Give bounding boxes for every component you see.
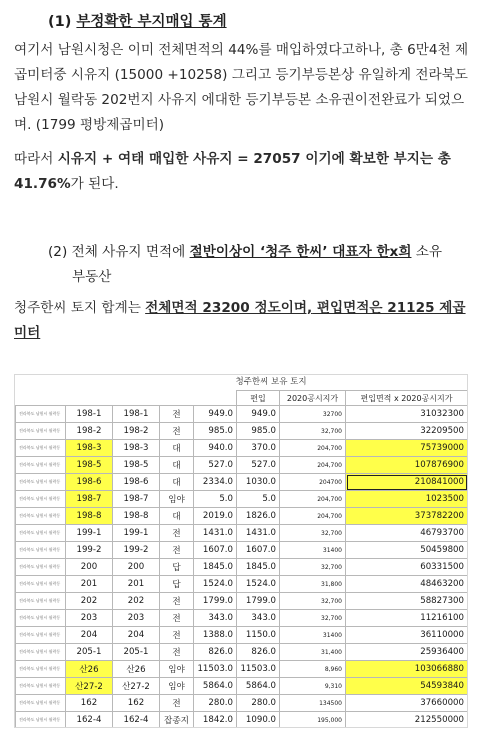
location-cell: 전라북도 남원시 월락동 xyxy=(16,423,66,440)
parcel-no-2-cell: 198-1 xyxy=(113,406,160,423)
table-row xyxy=(16,593,468,610)
table-row xyxy=(16,576,468,593)
incorporated-area-cell: 343.0 xyxy=(237,610,280,627)
parcel-no-2-cell: 198-7 xyxy=(113,491,160,508)
price-cell: 32,700 xyxy=(280,525,346,542)
table-row xyxy=(16,559,468,576)
land-table xyxy=(15,390,468,728)
table-row xyxy=(16,712,468,729)
area-cell: 343.0 xyxy=(194,610,237,627)
para3-total-area: 전체면적 23200 정도이며, xyxy=(145,300,313,316)
land-table-image xyxy=(14,374,468,728)
incorporated-area-cell: 1607.0 xyxy=(237,542,280,559)
price-cell: 204,700 xyxy=(280,508,346,525)
product-cell: 36110000 xyxy=(346,627,468,644)
area-cell: 5.0 xyxy=(194,491,237,508)
land-type-cell: 임야 xyxy=(160,661,194,678)
incorporated-area-cell: 1090.0 xyxy=(237,712,280,729)
land-type-cell: 임야 xyxy=(160,491,194,508)
land-type-cell: 전 xyxy=(160,542,194,559)
area-cell: 2334.0 xyxy=(194,474,237,491)
price-cell: 32,700 xyxy=(280,593,346,610)
parcel-no-2-cell: 199-1 xyxy=(113,525,160,542)
product-cell: 1023500 xyxy=(346,491,468,508)
product-cell: 54593840 xyxy=(346,678,468,695)
incorporated-area-cell: 949.0 xyxy=(237,406,280,423)
location-cell: 전라북도 남원시 월락동 xyxy=(16,406,66,423)
table-row xyxy=(16,474,468,491)
product-cell: 103066880 xyxy=(346,661,468,678)
location-cell: 전라북도 남원시 월락동 xyxy=(16,593,66,610)
table-row xyxy=(16,457,468,474)
area-cell: 826.0 xyxy=(194,644,237,661)
incorporated-area-cell: 1524.0 xyxy=(237,576,280,593)
location-cell: 전라북도 남원시 월락동 xyxy=(16,525,66,542)
parcel-no-cell: 204 xyxy=(66,627,113,644)
product-cell: 25936400 xyxy=(346,644,468,661)
incorporated-area-cell: 280.0 xyxy=(237,695,280,712)
parcel-no-cell: 202 xyxy=(66,593,113,610)
table-row xyxy=(16,644,468,661)
location-cell: 전라북도 남원시 월락동 xyxy=(16,627,66,644)
incorporated-area-cell: 985.0 xyxy=(237,423,280,440)
table-row xyxy=(16,661,468,678)
land-type-cell: 대 xyxy=(160,474,194,491)
parcel-no-2-cell: 산26 xyxy=(113,661,160,678)
area-cell: 1845.0 xyxy=(194,559,237,576)
sec2-pre: (2) 전체 사유지 면적에 xyxy=(48,244,190,260)
heading-prefix: (1) xyxy=(48,14,77,30)
product-cell: 212550000 xyxy=(346,712,468,729)
parcel-no-cell: 198-2 xyxy=(66,423,113,440)
product-cell: 50459800 xyxy=(346,542,468,559)
product-cell: 60331500 xyxy=(346,559,468,576)
incorporated-area-cell: 5.0 xyxy=(237,491,280,508)
area-cell: 1607.0 xyxy=(194,542,237,559)
section-1-heading xyxy=(48,10,227,31)
incorporated-area-cell: 5864.0 xyxy=(237,678,280,695)
sec2-line2: 부동산 xyxy=(72,269,112,285)
incorporated-area-cell: 1799.0 xyxy=(237,593,280,610)
price-cell: 9,310 xyxy=(280,678,346,695)
product-cell: 32209500 xyxy=(346,423,468,440)
section-2-heading xyxy=(48,240,468,290)
para2-bold: 시유지 + 여태 매입한 사유지 = 27057 이기에 확보한 부지는 총 41.76% xyxy=(14,151,451,192)
location-cell: 전라북도 남원시 월락동 xyxy=(16,474,66,491)
land-type-cell: 전 xyxy=(160,593,194,610)
table-row xyxy=(16,627,468,644)
land-type-cell: 전 xyxy=(160,406,194,423)
incorporated-area-cell: 11503.0 xyxy=(237,661,280,678)
land-type-cell: 답 xyxy=(160,576,194,593)
area-cell: 5864.0 xyxy=(194,678,237,695)
land-type-cell: 전 xyxy=(160,695,194,712)
parcel-no-cell: 199-1 xyxy=(66,525,113,542)
paragraph-purchase-status: 여기서 남원시청은 이미 전체면적의 44%를 매입하였다고하나, 총 6만4천 제곱미터중 시유지 (15000 +10258) 그리고 등기부등본상 유일하게 전라북도 남원시 월락동 202번지 사유지 에대한 등기부등본 소유권이전완료가 되었으며. (1799 평방제곱미터) xyxy=(14,42,469,133)
location-cell: 전라북도 남원시 월락동 xyxy=(16,491,66,508)
para3-incorporated-area: 편입면적은 21125 제곱미터 xyxy=(14,300,466,341)
paragraph-secured-ratio xyxy=(14,147,474,197)
table-row xyxy=(16,491,468,508)
para2-post: 가 된다. xyxy=(70,176,119,192)
price-cell: 31400 xyxy=(280,542,346,559)
area-cell: 1524.0 xyxy=(194,576,237,593)
price-cell: 32700 xyxy=(280,406,346,423)
price-cell: 195,000 xyxy=(280,712,346,729)
heading-title: 부정확한 부지매입 통계 xyxy=(76,14,227,30)
location-cell: 전라북도 남원시 월락동 xyxy=(16,644,66,661)
parcel-no-2-cell: 198-6 xyxy=(113,474,160,491)
price-cell: 32,700 xyxy=(280,610,346,627)
para3-pre: 청주한씨 토지 합계는 xyxy=(14,300,146,316)
land-type-cell: 대 xyxy=(160,457,194,474)
table-header-row xyxy=(16,391,468,406)
parcel-no-cell: 198-8 xyxy=(66,508,113,525)
parcel-no-2-cell: 201 xyxy=(113,576,160,593)
parcel-no-cell: 162-4 xyxy=(66,712,113,729)
incorporated-area-cell: 826.0 xyxy=(237,644,280,661)
price-cell: 31400 xyxy=(280,627,346,644)
product-cell: 210841000 xyxy=(346,474,468,491)
location-cell: 전라북도 남원시 월락동 xyxy=(16,559,66,576)
parcel-no-cell: 산26 xyxy=(66,661,113,678)
sec2-underlined: 절반이상이 ‘청주 한씨’ 대표자 한x희 xyxy=(189,244,412,260)
incorporated-area-cell: 1845.0 xyxy=(237,559,280,576)
area-cell: 1842.0 xyxy=(194,712,237,729)
sec2-post: 소유 xyxy=(411,244,443,260)
price-cell: 204700 xyxy=(280,474,346,491)
table-row xyxy=(16,542,468,559)
table-row xyxy=(16,423,468,440)
land-type-cell: 전 xyxy=(160,644,194,661)
price-cell: 204,700 xyxy=(280,457,346,474)
land-type-cell: 답 xyxy=(160,559,194,576)
location-cell: 전라북도 남원시 월락동 xyxy=(16,695,66,712)
price-cell: 32,700 xyxy=(280,559,346,576)
product-cell: 46793700 xyxy=(346,525,468,542)
land-type-cell: 전 xyxy=(160,610,194,627)
header-price2020: 2020공시지가 xyxy=(280,391,346,406)
incorporated-area-cell: 1431.0 xyxy=(237,525,280,542)
location-cell: 전라북도 남원시 월락동 xyxy=(16,508,66,525)
area-cell: 2019.0 xyxy=(194,508,237,525)
incorporated-area-cell: 1826.0 xyxy=(237,508,280,525)
price-cell: 204,700 xyxy=(280,440,346,457)
parcel-no-2-cell: 200 xyxy=(113,559,160,576)
price-cell: 134500 xyxy=(280,695,346,712)
paragraph-han-total xyxy=(14,296,474,346)
incorporated-area-cell: 370.0 xyxy=(237,440,280,457)
location-cell: 전라북도 남원시 월락동 xyxy=(16,712,66,729)
table-row xyxy=(16,440,468,457)
parcel-no-cell: 162 xyxy=(66,695,113,712)
table-row xyxy=(16,525,468,542)
location-cell: 전라북도 남원시 월락동 xyxy=(16,576,66,593)
area-cell: 949.0 xyxy=(194,406,237,423)
table-row xyxy=(16,508,468,525)
parcel-no-2-cell: 205-1 xyxy=(113,644,160,661)
land-type-cell: 잡종지 xyxy=(160,712,194,729)
area-cell: 1388.0 xyxy=(194,627,237,644)
parcel-no-cell: 198-7 xyxy=(66,491,113,508)
price-cell: 32,700 xyxy=(280,423,346,440)
para2-pre: 따라서 xyxy=(14,151,58,167)
table-row xyxy=(16,678,468,695)
table-title: 청주한씨 보유 토지 xyxy=(235,377,307,387)
incorporated-area-cell: 1150.0 xyxy=(237,627,280,644)
area-cell: 985.0 xyxy=(194,423,237,440)
product-cell: 373782200 xyxy=(346,508,468,525)
location-cell: 전라북도 남원시 월락동 xyxy=(16,661,66,678)
product-cell: 58827300 xyxy=(346,593,468,610)
parcel-no-2-cell: 204 xyxy=(113,627,160,644)
area-cell: 1799.0 xyxy=(194,593,237,610)
parcel-no-2-cell: 198-8 xyxy=(113,508,160,525)
land-type-cell: 임야 xyxy=(160,678,194,695)
area-cell: 940.0 xyxy=(194,440,237,457)
header-incorporated: 편입 xyxy=(237,391,280,406)
incorporated-area-cell: 1030.0 xyxy=(237,474,280,491)
product-cell: 48463200 xyxy=(346,576,468,593)
product-cell: 31032300 xyxy=(346,406,468,423)
parcel-no-2-cell: 203 xyxy=(113,610,160,627)
area-cell: 1431.0 xyxy=(194,525,237,542)
product-cell: 37660000 xyxy=(346,695,468,712)
land-type-cell: 전 xyxy=(160,627,194,644)
incorporated-area-cell: 527.0 xyxy=(237,457,280,474)
parcel-no-2-cell: 202 xyxy=(113,593,160,610)
parcel-no-cell: 198-1 xyxy=(66,406,113,423)
parcel-no-cell: 200 xyxy=(66,559,113,576)
parcel-no-2-cell: 198-2 xyxy=(113,423,160,440)
parcel-no-2-cell: 198-3 xyxy=(113,440,160,457)
parcel-no-2-cell: 산27-2 xyxy=(113,678,160,695)
location-cell: 전라북도 남원시 월락동 xyxy=(16,542,66,559)
table-row xyxy=(16,610,468,627)
parcel-no-2-cell: 199-2 xyxy=(113,542,160,559)
product-cell: 11216100 xyxy=(346,610,468,627)
product-cell: 75739000 xyxy=(346,440,468,457)
parcel-no-cell: 198-6 xyxy=(66,474,113,491)
area-cell: 280.0 xyxy=(194,695,237,712)
parcel-no-cell: 205-1 xyxy=(66,644,113,661)
area-cell: 527.0 xyxy=(194,457,237,474)
price-cell: 31,800 xyxy=(280,576,346,593)
land-type-cell: 전 xyxy=(160,423,194,440)
parcel-no-2-cell: 162 xyxy=(113,695,160,712)
price-cell: 31,400 xyxy=(280,644,346,661)
land-type-cell: 대 xyxy=(160,508,194,525)
location-cell: 전라북도 남원시 월락동 xyxy=(16,678,66,695)
header-product: 편입면적 x 2020공시지가 xyxy=(346,391,468,406)
parcel-no-2-cell: 198-5 xyxy=(113,457,160,474)
parcel-no-cell: 198-5 xyxy=(66,457,113,474)
area-cell: 11503.0 xyxy=(194,661,237,678)
location-cell: 전라북도 남원시 월락동 xyxy=(16,457,66,474)
table-row xyxy=(16,695,468,712)
parcel-no-cell: 198-3 xyxy=(66,440,113,457)
land-type-cell: 전 xyxy=(160,525,194,542)
parcel-no-cell: 산27-2 xyxy=(66,678,113,695)
parcel-no-cell: 201 xyxy=(66,576,113,593)
table-row xyxy=(16,406,468,423)
location-cell: 전라북도 남원시 월락동 xyxy=(16,610,66,627)
land-type-cell: 대 xyxy=(160,440,194,457)
product-cell: 107876900 xyxy=(346,457,468,474)
location-cell: 전라북도 남원시 월락동 xyxy=(16,440,66,457)
price-cell: 8,960 xyxy=(280,661,346,678)
parcel-no-cell: 203 xyxy=(66,610,113,627)
parcel-no-cell: 199-2 xyxy=(66,542,113,559)
price-cell: 204,700 xyxy=(280,491,346,508)
parcel-no-2-cell: 162-4 xyxy=(113,712,160,729)
